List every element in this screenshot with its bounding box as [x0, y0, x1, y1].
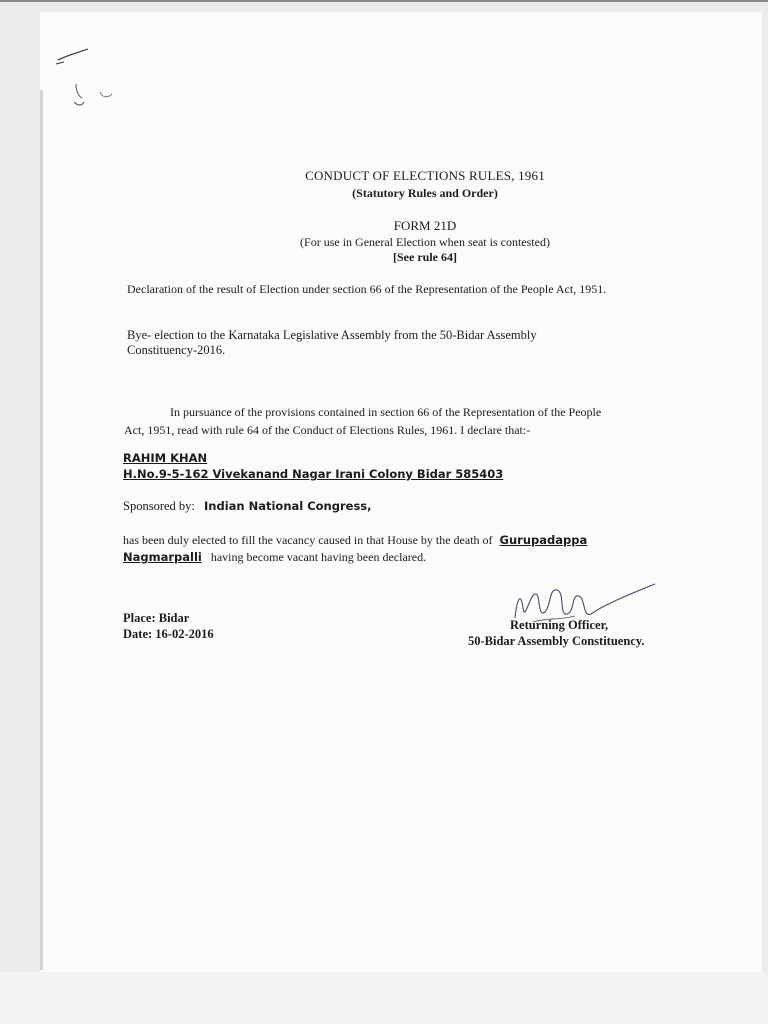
document-page: [40, 12, 762, 972]
date-line: Date: 16-02-2016: [123, 627, 214, 641]
declaration-line: Declaration of the result of Election under section 66 of the Representation of the People Act, 1951.: [127, 282, 607, 296]
page-left-shadow: [40, 90, 43, 970]
elected-text-1: has been duly elected to fill the vacancy caused in that House by the death of: [123, 533, 493, 547]
scan-bottom-area: [0, 972, 768, 1024]
form-title: FORM 21D: [393, 218, 457, 233]
candidate-name: RAHIM KHAN: [123, 451, 208, 465]
rules-subtitle: (Statutory Rules and Order): [352, 186, 498, 200]
place-line: Place: Bidar: [123, 611, 190, 625]
pursuance-line-2: Act, 1951, read with rule 64 of the Conduct of Elections Rules, 1961. I declare that:-: [124, 423, 531, 437]
candidate-address: H.No.9-5-162 Vivekanand Nagar Irani Colony Bidar 585403: [123, 467, 504, 481]
bye-election-line-1: Bye- election to the Karnataka Legislative Assembly from the 50-Bidar Assembly: [127, 328, 537, 342]
elected-line-2: [123, 550, 426, 565]
rule-reference: [See rule 64]: [393, 250, 457, 264]
sponsor-row: [123, 499, 372, 514]
pursuance-line-1: In pursuance of the provisions contained in section 66 of the Representation of the People: [170, 405, 602, 419]
signatory-constituency: 50-Bidar Assembly Constituency.: [468, 634, 645, 648]
rules-title: CONDUCT OF ELECTIONS RULES, 1961: [305, 168, 545, 183]
elected-line-1: [123, 533, 587, 548]
sponsor-label: Sponsored by:: [123, 499, 195, 513]
deceased-last-name: Nagmarpalli: [123, 550, 202, 564]
signatory-title: Returning Officer,: [510, 618, 609, 632]
form-note: (For use in General Election when seat is contested): [300, 235, 550, 249]
sponsor-party: Indian National Congress,: [204, 499, 372, 513]
bye-election-line-2: Constituency-2016.: [127, 343, 226, 357]
pen-mark-icon: [52, 44, 122, 114]
scan-top-edge: [0, 0, 768, 2]
deceased-first-name: Gurupadappa: [499, 533, 588, 547]
elected-text-2: having become vacant having been declared.: [210, 550, 427, 564]
